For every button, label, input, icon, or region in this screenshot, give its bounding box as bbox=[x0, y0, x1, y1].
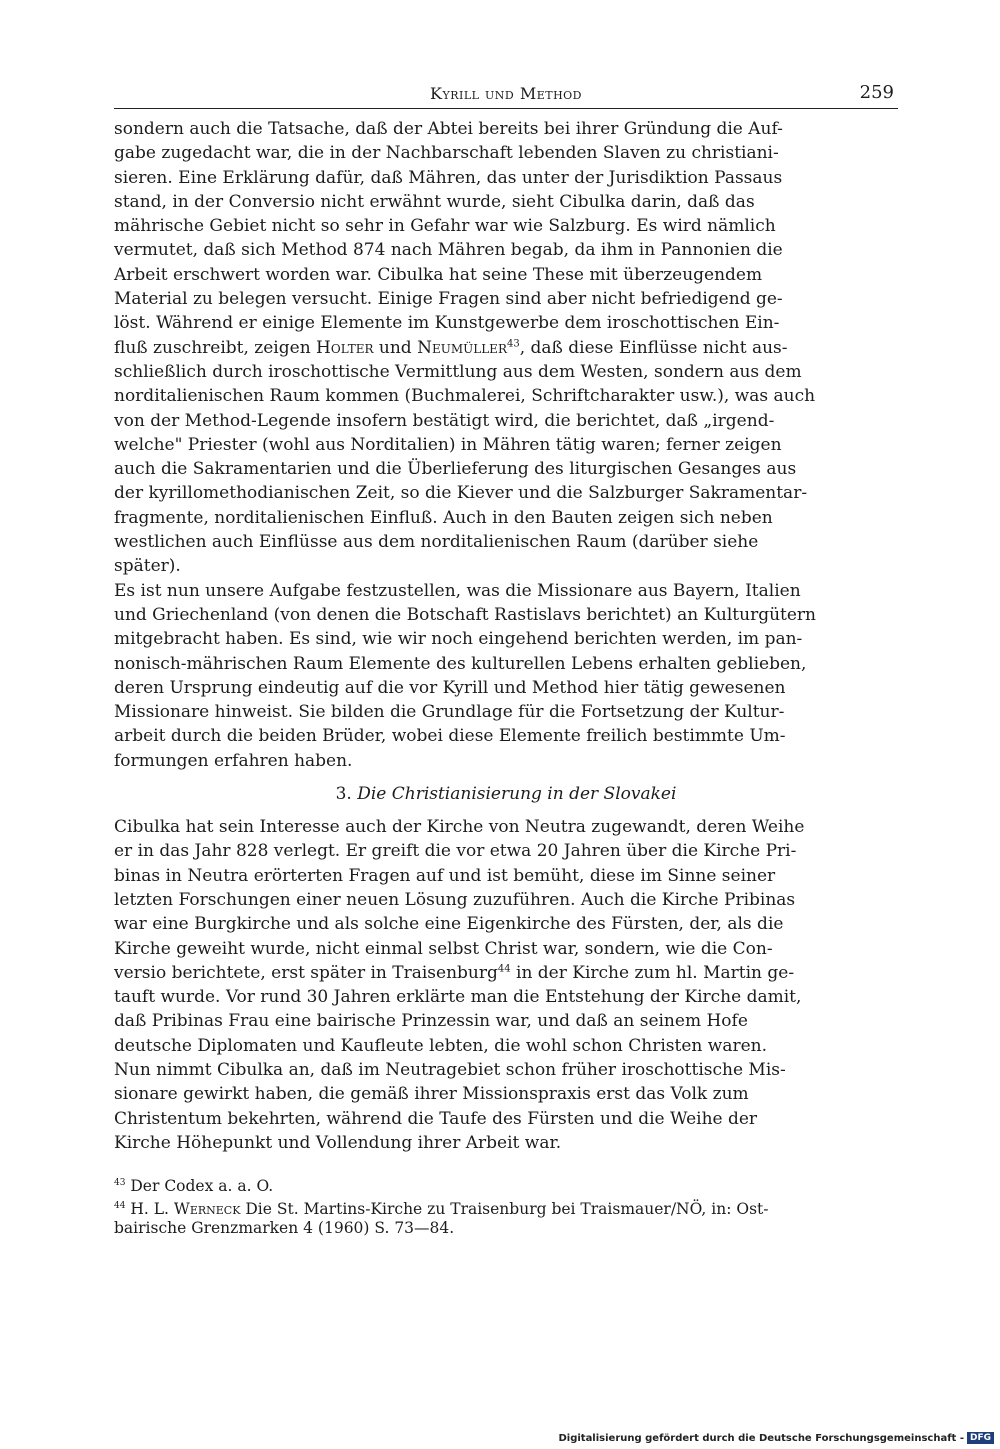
section-heading bbox=[114, 782, 898, 806]
footnote-text: Die St. Martins-Kirche zu Traisenburg bei Traismauer/NÖ, in: Ost- bbox=[240, 1200, 769, 1219]
footnote-text: H. L. bbox=[125, 1200, 174, 1219]
footnote-ref-44: 44 bbox=[497, 963, 511, 975]
text-fragment: , daß diese Einflüsse nicht aus- bbox=[519, 337, 788, 358]
author-name-werneck: Werneck bbox=[173, 1200, 241, 1219]
text-line: formungen erfahren haben. bbox=[114, 750, 353, 771]
text-line: binas in Neutra erörterten Fragen auf und ist bemüht, diese im Sinne seiner bbox=[114, 865, 776, 886]
text-line: Arbeit erschwert worden war. Cibulka hat seine These mit überzeugendem bbox=[114, 264, 763, 285]
footnote-text: Der Codex a. a. O. bbox=[125, 1177, 274, 1196]
text-line: stand, in der Conversio nicht erwähnt wurde, sieht Cibulka darin, daß das bbox=[114, 191, 755, 212]
text-line: deren Ursprung eindeutig auf die vor Kyrill und Method hier tätig gewesenen bbox=[114, 677, 786, 698]
text-line: löst. Während er einige Elemente im Kunstgewerbe dem iroschottischen Ein- bbox=[114, 313, 780, 334]
paragraph-2 bbox=[114, 579, 898, 773]
footnote-number: 43 bbox=[114, 1178, 126, 1189]
text-line: fragmente, norditalienischen Einfluß. Auch in den Bauten zeigen sich neben bbox=[114, 507, 773, 528]
digitization-credit bbox=[558, 1432, 994, 1444]
running-title: Kyrill und Method bbox=[429, 84, 583, 103]
text-line: arbeit durch die beiden Brüder, wobei diese Elemente freilich bestimmte Um- bbox=[114, 726, 786, 747]
section-number: 3. bbox=[335, 784, 352, 805]
footnote-ref-43: 43 bbox=[506, 338, 520, 350]
footnote-44 bbox=[114, 1200, 898, 1238]
text-line: vermutet, daß sich Method 874 nach Mähren begab, da ihm in Pannonien die bbox=[114, 240, 783, 261]
author-name-holter: Holter bbox=[316, 337, 374, 358]
text-line: von der Method-Legende insofern bestätigt wird, die berichtet, daß „irgend- bbox=[114, 410, 775, 431]
running-head bbox=[114, 80, 898, 109]
text-line: welche" Priester (wohl aus Norditalien) in Mähren tätig waren; ferner zeigen bbox=[114, 434, 782, 455]
text-line: Es ist nun unsere Aufgabe festzustellen, was die Missionare aus Bayern, Italien bbox=[114, 580, 801, 601]
book-page bbox=[114, 80, 898, 1242]
text-line: sondern auch die Tatsache, daß der Abtei bereits bei ihrer Gründung die Auf- bbox=[114, 119, 783, 139]
text-line: gabe zugedacht war, die in der Nachbarschaft lebenden Slaven zu christiani- bbox=[114, 143, 779, 164]
text-line: tauft wurde. Vor rund 30 Jahren erklärte man die Entstehung der Kirche damit, bbox=[114, 987, 802, 1008]
text-line: westlichen auch Einflüsse aus dem norditalienischen Raum (darüber siehe bbox=[114, 532, 759, 553]
page-number: 259 bbox=[859, 82, 894, 103]
text-line: war eine Burgkirche und als solche eine Eigenkirche des Fürsten, der, als die bbox=[114, 914, 784, 935]
text-line: letzten Forschungen einer neuen Lösung zuzuführen. Auch die Kirche Pribinas bbox=[114, 889, 796, 910]
text-line: Missionare hinweist. Sie bilden die Grundlage für die Fortsetzung der Kultur- bbox=[114, 702, 785, 723]
footnote-43 bbox=[114, 1177, 898, 1196]
text-line: norditalienischen Raum kommen (Buchmalerei, Schriftcharakter usw.), was auch bbox=[114, 386, 816, 407]
text-line: Kirche geweiht wurde, nicht einmal selbst Christ war, sondern, wie die Con- bbox=[114, 938, 773, 959]
text-line: deutsche Diplomaten und Kaufleute lebten, die wohl schon Christen waren. bbox=[114, 1035, 767, 1056]
text-line: sionare gewirkt haben, die gemäß ihrer Missionspraxis erst das Volk zum bbox=[114, 1084, 749, 1105]
text-line: Material zu belegen versucht. Einige Fragen sind aber nicht befriedigend ge- bbox=[114, 289, 783, 310]
footnote-number: 44 bbox=[114, 1201, 126, 1212]
text-line: nonisch-mährischen Raum Elemente des kulturellen Lebens erhalten geblieben, bbox=[114, 653, 807, 674]
author-name-neumueller: Neumüller bbox=[417, 337, 507, 358]
text-line: mitgebracht haben. Es sind, wie wir noch eingehend berichten werden, im pan- bbox=[114, 629, 803, 650]
text-fragment: fluß zuschreibt, zeigen bbox=[114, 337, 317, 358]
footnotes bbox=[114, 1177, 898, 1238]
text-line: Christentum bekehrten, während die Taufe des Fürsten und die Weihe der bbox=[114, 1108, 758, 1129]
text-line: mährische Gebiet nicht so sehr in Gefahr war wie Salzburg. Es wird nämlich bbox=[114, 216, 776, 237]
text-line: und Griechenland (von denen die Botschaft Rastislavs berichtet) an Kulturgütern bbox=[114, 604, 816, 625]
text-line: daß Pribinas Frau eine bairische Prinzessin war, und daß an seinem Hofe bbox=[114, 1011, 748, 1032]
body-text bbox=[114, 117, 898, 1155]
text-fragment: versio berichtete, erst später in Traisenburg bbox=[114, 962, 498, 983]
credit-text: Digitalisierung gefördert durch die Deutsche Forschungsgemeinschaft - bbox=[558, 1432, 964, 1444]
text-fragment: und bbox=[373, 337, 418, 358]
text-line: auch die Sakramentarien und die Überlieferung des liturgischen Gesanges aus bbox=[114, 459, 797, 480]
section-title: Die Christianisierung in der Slovakei bbox=[357, 784, 677, 805]
text-fragment: in der Kirche zum hl. Martin ge- bbox=[510, 962, 795, 983]
text-line: der kyrillomethodianischen Zeit, so die Kiever und die Salzburger Sakramentar- bbox=[114, 483, 808, 504]
text-line: Kirche Höhepunkt und Vollendung ihrer Arbeit war. bbox=[114, 1132, 562, 1153]
text-line: später). bbox=[114, 556, 181, 577]
footnote-text: bairische Grenzmarken 4 (1960) S. 73—84. bbox=[114, 1219, 455, 1238]
paragraph-3 bbox=[114, 815, 898, 1155]
text-line: Nun nimmt Cibulka an, daß im Neutragebiet schon früher iroschottische Mis- bbox=[114, 1059, 786, 1080]
text-line: sieren. Eine Erklärung dafür, daß Mähren, das unter der Jurisdiktion Passaus bbox=[114, 167, 783, 188]
text-line: Cibulka hat sein Interesse auch der Kirche von Neutra zugewandt, deren Weihe bbox=[114, 817, 805, 838]
text-line bbox=[114, 336, 898, 360]
text-line: er in das Jahr 828 verlegt. Er greift die vor etwa 20 Jahren über die Kirche Pri- bbox=[114, 841, 797, 862]
text-line bbox=[114, 961, 898, 985]
paragraph-1 bbox=[114, 117, 898, 579]
dfg-logo-icon: DFG bbox=[967, 1432, 994, 1444]
text-line: schließlich durch iroschottische Vermittlung aus dem Westen, sondern aus dem bbox=[114, 361, 802, 382]
